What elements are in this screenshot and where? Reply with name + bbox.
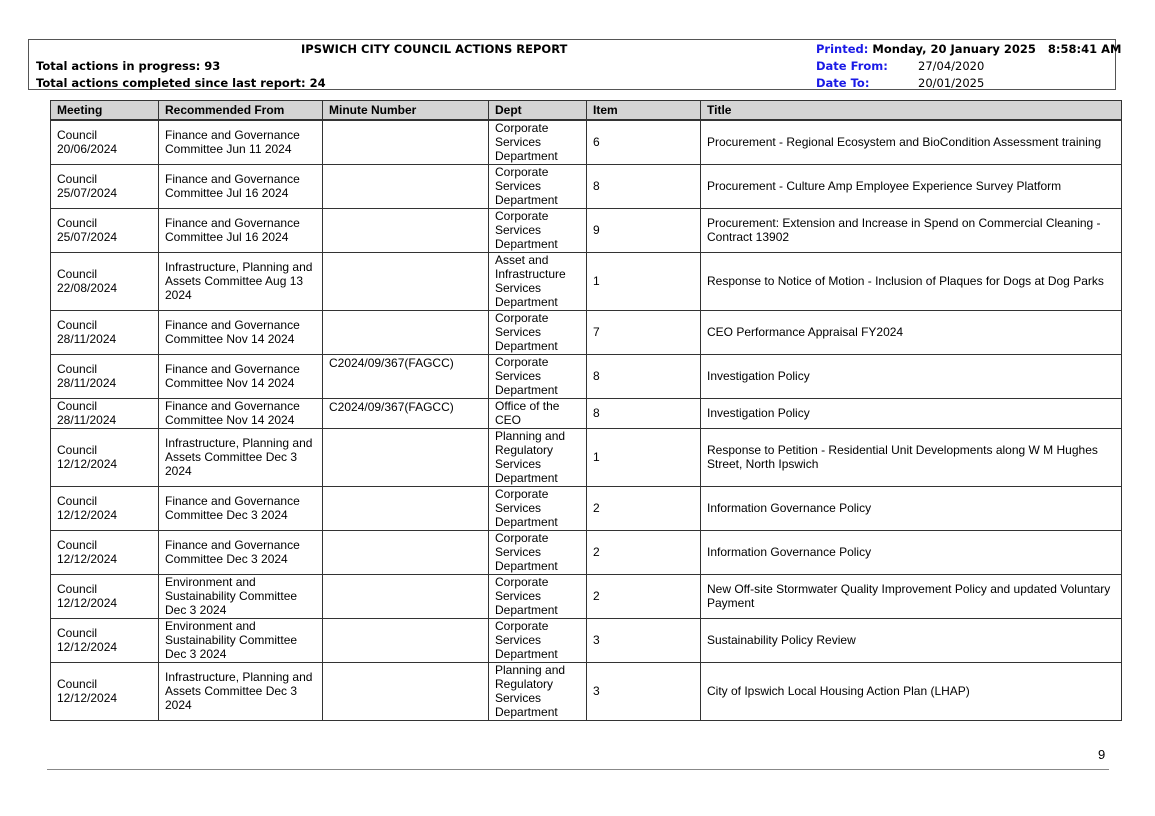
- table-row: [51, 252, 1122, 310]
- cell-recommended-from: Finance and Governance Committee Jul 16 2024: [159, 164, 323, 208]
- cell-title: Investigation Policy: [701, 354, 1122, 398]
- cell-dept: Corporate Services Department: [489, 310, 587, 354]
- cell-title: Procurement: Extension and Increase in Spend on Commercial Cleaning - Contract 13902: [701, 208, 1122, 252]
- report-meta: [816, 42, 1122, 93]
- cell-item: 1: [587, 252, 701, 310]
- cell-dept: Office of the CEO: [489, 398, 587, 428]
- cell-meeting: Council 12/12/2024: [51, 486, 159, 530]
- cell-dept: Corporate Services Department: [489, 486, 587, 530]
- cell-meeting: Council 25/07/2024: [51, 164, 159, 208]
- cell-item: 9: [587, 208, 701, 252]
- cell-item: 2: [587, 530, 701, 574]
- cell-recommended-from: Infrastructure, Planning and Assets Committee Dec 3 2024: [159, 662, 323, 720]
- date-to-row: [816, 76, 1116, 93]
- cell-item: 6: [587, 120, 701, 164]
- cell-title: Information Governance Policy: [701, 486, 1122, 530]
- footer-divider: [47, 769, 1109, 770]
- cell-recommended-from: Finance and Governance Committee Dec 3 2024: [159, 486, 323, 530]
- cell-recommended-from: Environment and Sustainability Committee Dec 3 2024: [159, 574, 323, 618]
- cell-minute-number: [323, 574, 489, 618]
- cell-dept: Corporate Services Department: [489, 354, 587, 398]
- cell-meeting: Council 12/12/2024: [51, 662, 159, 720]
- cell-meeting: Council 22/08/2024: [51, 252, 159, 310]
- cell-meeting: Council 28/11/2024: [51, 354, 159, 398]
- cell-minute-number: [323, 428, 489, 486]
- cell-item: 3: [587, 662, 701, 720]
- table-row: [51, 164, 1122, 208]
- cell-minute-number: [323, 662, 489, 720]
- report-header: [28, 39, 1122, 90]
- actions-completed: Total actions completed since last report: 24: [36, 76, 326, 90]
- cell-minute-number: [323, 120, 489, 164]
- table-row: [51, 398, 1122, 428]
- date-from-label: Date From:: [816, 59, 888, 73]
- cell-minute-number: [323, 252, 489, 310]
- cell-recommended-from: Infrastructure, Planning and Assets Committee Dec 3 2024: [159, 428, 323, 486]
- cell-recommended-from: Finance and Governance Committee Dec 3 2024: [159, 530, 323, 574]
- cell-title: New Off-site Stormwater Quality Improvement Policy and updated Voluntary Payment: [701, 574, 1122, 618]
- table-row: [51, 530, 1122, 574]
- cell-dept: Corporate Services Department: [489, 530, 587, 574]
- cell-item: 7: [587, 310, 701, 354]
- cell-minute-number: [323, 208, 489, 252]
- cell-item: 2: [587, 574, 701, 618]
- cell-title: City of Ipswich Local Housing Action Plan (LHAP): [701, 662, 1122, 720]
- cell-title: Investigation Policy: [701, 398, 1122, 428]
- cell-dept: Asset and Infrastructure Services Department: [489, 252, 587, 310]
- table-row: [51, 120, 1122, 164]
- cell-meeting: Council 25/07/2024: [51, 208, 159, 252]
- cell-item: 3: [587, 618, 701, 662]
- cell-item: 8: [587, 398, 701, 428]
- cell-minute-number: C2024/09/367(FAGCC): [323, 354, 489, 398]
- cell-meeting: Council 12/12/2024: [51, 574, 159, 618]
- cell-minute-number: [323, 164, 489, 208]
- printed-value: Monday, 20 January 2025 8:58:41 AM: [872, 42, 1122, 56]
- column-header-title: Title: [701, 101, 1122, 121]
- table-row: [51, 618, 1122, 662]
- column-header-recommended-from: Recommended From: [159, 101, 323, 121]
- cell-item: 8: [587, 164, 701, 208]
- date-from-value: 27/04/2020: [918, 59, 985, 73]
- cell-title: Procurement - Culture Amp Employee Experience Survey Platform: [701, 164, 1122, 208]
- cell-meeting: Council 12/12/2024: [51, 618, 159, 662]
- cell-recommended-from: Finance and Governance Committee Nov 14 2024: [159, 354, 323, 398]
- cell-meeting: Council 12/12/2024: [51, 428, 159, 486]
- cell-dept: Corporate Services Department: [489, 618, 587, 662]
- cell-recommended-from: Finance and Governance Committee Nov 14 2024: [159, 398, 323, 428]
- actions-table: [50, 100, 1122, 721]
- cell-dept: Corporate Services Department: [489, 208, 587, 252]
- cell-dept: Corporate Services Department: [489, 574, 587, 618]
- report-title: IPSWICH CITY COUNCIL ACTIONS REPORT: [301, 42, 568, 56]
- table-row: [51, 428, 1122, 486]
- cell-dept: Planning and Regulatory Services Department: [489, 662, 587, 720]
- cell-title: Procurement - Regional Ecosystem and BioCondition Assessment training: [701, 120, 1122, 164]
- table-row: [51, 574, 1122, 618]
- table-row: [51, 310, 1122, 354]
- cell-title: Sustainability Policy Review: [701, 618, 1122, 662]
- page-number: 9: [1098, 747, 1106, 762]
- cell-minute-number: [323, 530, 489, 574]
- cell-minute-number: [323, 310, 489, 354]
- cell-title: CEO Performance Appraisal FY2024: [701, 310, 1122, 354]
- cell-minute-number: [323, 618, 489, 662]
- date-to-label: Date To:: [816, 76, 870, 90]
- printed-row: [816, 42, 1122, 59]
- cell-title: Response to Petition - Residential Unit Developments along W M Hughes Street, North Ipswich: [701, 428, 1122, 486]
- column-header-dept: Dept: [489, 101, 587, 121]
- cell-dept: Corporate Services Department: [489, 164, 587, 208]
- date-to-value: 20/01/2025: [918, 76, 985, 90]
- cell-meeting: Council 28/11/2024: [51, 310, 159, 354]
- table-row: [51, 208, 1122, 252]
- cell-recommended-from: Finance and Governance Committee Nov 14 2024: [159, 310, 323, 354]
- cell-dept: Corporate Services Department: [489, 120, 587, 164]
- table-row: [51, 354, 1122, 398]
- cell-title: Information Governance Policy: [701, 530, 1122, 574]
- cell-meeting: Council 28/11/2024: [51, 398, 159, 428]
- cell-minute-number: [323, 486, 489, 530]
- cell-recommended-from: Finance and Governance Committee Jul 16 2024: [159, 208, 323, 252]
- cell-dept: Planning and Regulatory Services Department: [489, 428, 587, 486]
- cell-meeting: Council 20/06/2024: [51, 120, 159, 164]
- column-header-minute-number: Minute Number: [323, 101, 489, 121]
- printed-label: Printed:: [816, 42, 869, 56]
- cell-item: 1: [587, 428, 701, 486]
- table-row: [51, 662, 1122, 720]
- table-row: [51, 486, 1122, 530]
- actions-in-progress: Total actions in progress: 93: [36, 59, 221, 73]
- column-header-meeting: Meeting: [51, 101, 159, 121]
- cell-item: 2: [587, 486, 701, 530]
- table-header-row: [51, 101, 1122, 121]
- cell-recommended-from: Environment and Sustainability Committee Dec 3 2024: [159, 618, 323, 662]
- cell-recommended-from: Finance and Governance Committee Jun 11 2024: [159, 120, 323, 164]
- column-header-item: Item: [587, 101, 701, 121]
- cell-minute-number: C2024/09/367(FAGCC): [323, 398, 489, 428]
- cell-meeting: Council 12/12/2024: [51, 530, 159, 574]
- date-from-row: [816, 59, 1116, 76]
- cell-item: 8: [587, 354, 701, 398]
- cell-recommended-from: Infrastructure, Planning and Assets Committee Aug 13 2024: [159, 252, 323, 310]
- cell-title: Response to Notice of Motion - Inclusion of Plaques for Dogs at Dog Parks: [701, 252, 1122, 310]
